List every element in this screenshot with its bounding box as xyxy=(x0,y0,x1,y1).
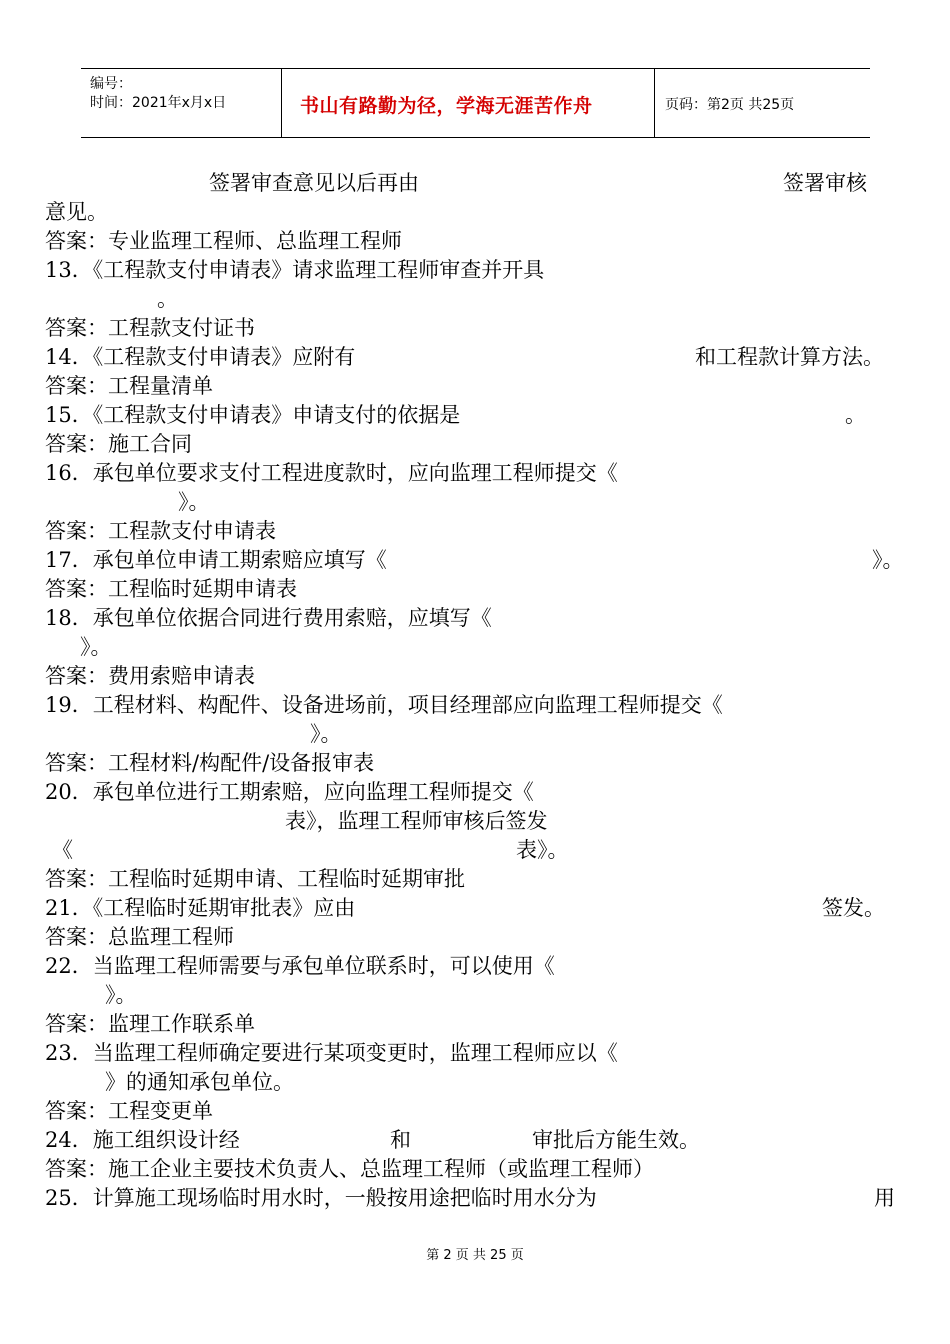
text-line: 审批后方能生效。 xyxy=(532,1128,700,1152)
answer-line: 答案：总监理工程师 xyxy=(45,925,234,949)
page-header xyxy=(81,68,870,138)
question-line: 14．《工程款支付申请表》应附有 xyxy=(45,345,356,369)
header-page-cell xyxy=(655,69,870,137)
text-line: 》。 xyxy=(178,490,210,514)
question-line: 17．承包单位申请工期索赔应填写《 xyxy=(45,548,387,572)
question-line: 15．《工程款支付申请表》申请支付的依据是 xyxy=(45,403,461,427)
question-line: 16．承包单位要求支付工程进度款时，应向监理工程师提交《 xyxy=(45,461,618,485)
question-line: 13．《工程款支付申请表》请求监理工程师审查并开具 xyxy=(45,258,545,282)
text-line: 》。 xyxy=(105,983,137,1007)
header-meta-cell xyxy=(81,69,282,137)
answer-line: 答案：施工企业主要技术负责人、总监理工程师（或监理工程师） xyxy=(45,1157,654,1181)
header-motto-cell xyxy=(282,69,655,137)
text-line: 》。 xyxy=(872,548,904,572)
serial-label: 编号： xyxy=(90,76,132,92)
text-line: 》。 xyxy=(80,635,112,659)
answer-line: 答案：施工合同 xyxy=(45,432,192,456)
text-line: 和工程款计算方法。 xyxy=(695,345,884,369)
question-line: 24．施工组织设计经 xyxy=(45,1128,240,1152)
question-line: 21．《工程临时延期审批表》应由 xyxy=(45,896,356,920)
answer-line: 答案：工程变更单 xyxy=(45,1099,213,1123)
text-line: 表》。 xyxy=(516,838,569,862)
page-code: 页码：第2页 共25页 xyxy=(665,97,795,113)
answer-line: 答案：工程临时延期申请表 xyxy=(45,577,297,601)
motto: 书山有路勤为径，学海无涯苦作舟 xyxy=(300,95,593,117)
text-line: 和 xyxy=(390,1128,411,1152)
answer-line: 答案：工程临时延期申请、工程临时延期审批 xyxy=(45,867,465,891)
question-line: 18．承包单位依据合同进行费用索赔，应填写《 xyxy=(45,606,492,630)
text-line: 用 xyxy=(874,1186,895,1210)
text-line: 。 xyxy=(845,403,866,427)
text-line: 表》，监理工程师审核后签发 xyxy=(285,809,548,833)
answer-line: 答案：工程材料/构配件/设备报审表 xyxy=(45,751,375,775)
text-line: 。 xyxy=(157,287,178,311)
page-footer: 第 2 页 共 25 页 xyxy=(426,1248,524,1263)
question-line: 19．工程材料、构配件、设备进场前，项目经理部应向监理工程师提交《 xyxy=(45,693,723,717)
question-line: 20．承包单位进行工期索赔，应向监理工程师提交《 xyxy=(45,780,534,804)
answer-line: 答案：专业监理工程师、总监理工程师 xyxy=(45,229,402,253)
text-line: 》的通知承包单位。 xyxy=(105,1070,294,1094)
text-line: 《 xyxy=(52,838,73,862)
text-line: 》。 xyxy=(310,722,342,746)
question-line: 22．当监理工程师需要与承包单位联系时，可以使用《 xyxy=(45,954,555,978)
text-line: 签署审核 xyxy=(783,171,867,195)
date-label: 时间：2021年x月x日 xyxy=(90,95,227,111)
answer-line: 答案：工程量清单 xyxy=(45,374,213,398)
answer-line: 答案：工程款支付申请表 xyxy=(45,519,276,543)
text-line: 签发。 xyxy=(822,896,885,920)
answer-line: 答案：工程款支付证书 xyxy=(45,316,255,340)
question-line: 25．计算施工现场临时用水时，一般按用途把临时用水分为 xyxy=(45,1186,597,1210)
answer-line: 答案：费用索赔申请表 xyxy=(45,664,255,688)
question-line: 23．当监理工程师确定要进行某项变更时，监理工程师应以《 xyxy=(45,1041,618,1065)
text-line: 意见。 xyxy=(45,200,108,224)
answer-line: 答案：监理工作联系单 xyxy=(45,1012,255,1036)
text-line: 签署审查意见以后再由 xyxy=(209,171,419,195)
